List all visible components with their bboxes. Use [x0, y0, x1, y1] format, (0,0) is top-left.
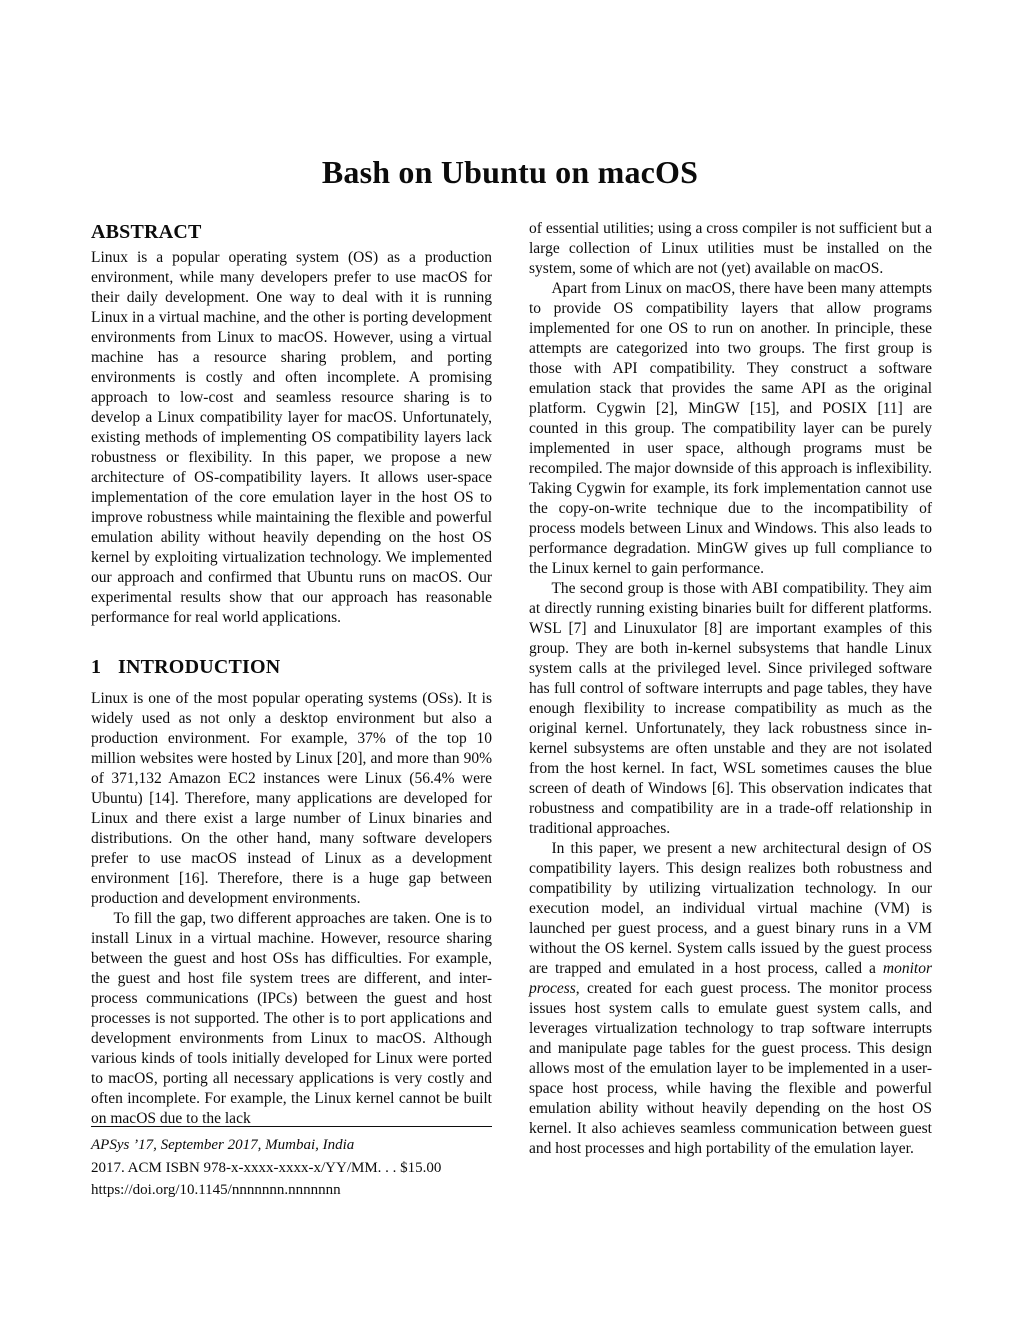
left-column	[91, 219, 492, 1129]
section-number: 1	[91, 656, 102, 678]
section-heading-introduction	[91, 654, 492, 680]
right-paragraph-3: The second group is those with ABI compatibility. They aim at directly running existing binaries built for different platforms. WSL [7] and Linuxulator [8] are important examples of this group. They are both in-kernel subsystems that handle Linux system calls at the privileged level. Since privileged software has full control of software interrupts and page tables, they have enough flexibility to increase compatibility as much as the original kernel. Unfortunately, they lack robustness since in-kernel subsystems are often unstable and they are not isolated from the host kernel. In fact, WSL sometimes causes the blue screen of death of Windows [6]. This observation indicates that robustness and compatibility are in a trade-off relationship in traditional approaches.	[529, 580, 932, 837]
doi-link[interactable]: https://doi.org/10.1145/nnnnnnn.nnnnnnn	[91, 1182, 341, 1198]
right-paragraph-4	[529, 839, 932, 1159]
abstract-body: Linux is a popular operating system (OS) as a production environment, while many developers prefer to use macOS for their daily development. One way to deal with it is running Linux in a virtual machine, and the other is porting development environments from Linux to macOS. However, using a virtual machine has a resource sharing problem, and porting environments is costly and often incomplete. A promising approach to low-cost and seamless resource sharing is to develop a Linux compatibility layer for macOS. Unfortunately, existing methods of implementing OS compatibility layers lack robustness or flexibility. In this paper, we propose a new architecture of OS-compatibility layers. It allows user-space implementation of the core emulation layer in the host OS to improve robustness while maintaining the flexible and powerful emulation ability without heavily depending on the host OS kernel by exploiting virtualization technology. We implemented our approach and confirmed that Ubuntu runs on macOS. Our experimental results show that our approach has reasonable performance for real world applications.	[91, 249, 492, 626]
monitor-process-term: monitor process	[529, 960, 932, 997]
right-column	[529, 219, 932, 1159]
right-paragraph-1: of essential utilities; using a cross compiler is not sufficient but a large collection of Linux utilities must be installed on the system, some of which are not (yet) available on macOS.	[529, 220, 932, 277]
section-title: INTRODUCTION	[118, 656, 281, 678]
abstract-heading: ABSTRACT	[91, 221, 202, 243]
isbn-price-line: 2017. ACM ISBN 978-x-xxxx-xxxx-x/YY/MM. . . $15.00	[91, 1159, 442, 1176]
right-paragraph-2: Apart from Linux on macOS, there have been many attempts to provide OS compatibility layers that allow programs implemented for one OS to run on another. In principle, these attempts are categorized into two groups. The first group is those with API compatibility. They construct a software emulation stack that provides the same API as the original platform. Cygwin [2], MinGW [15], and POSIX [11] are counted in this group. The compatibility layer can be purely implemented in user space, although programs must be recompiled. The major downside of this approach is inflexibility. Taking Cygwin for example, its fork implementation cannot use the copy-on-write technique due to the incompatibility of process models between Linux and Windows. This also leads to performance degradation. MinGW gives up full compliance to the Linux kernel to gain performance.	[529, 280, 932, 577]
intro-paragraph-1: Linux is one of the most popular operating systems (OSs). It is widely used as not only a desktop environment but also a production environment. For example, 37% of the top 10 million websites were hosted by Linux [20], and more than 90% of 371,132 Amazon EC2 instances were Linux (56.4% were Ubuntu) [14]. Therefore, many applications are developed for Linux and there exist a large number of Linux binaries and distributions. On the other hand, many software developers prefer to use macOS instead of Linux as a development environment [16]. Therefore, there is a huge gap between production and development environments.	[91, 690, 492, 907]
right-paragraph-4-before: In this paper, we present a new architectural design of OS compatibility layers. This design realizes both robustness and compatibility by utilizing virtualization technology. In our execution model, an individual virtual machine (VM) is launched per guest process, and a guest binary runs in a VM without the OS kernel. System calls issued by the guest process are trapped and emulated in a host process, called a	[529, 840, 932, 977]
paper-title: Bash on Ubuntu on macOS	[321, 154, 699, 191]
copyright-footnote	[91, 1126, 492, 1202]
right-paragraph-4-after: , created for each guest process. The monitor process issues host system calls to emulate guest system calls, and leverages virtualization technology to trap software interrupts and manipulate page tables for the guest process. This design allows most of the emulation layer to be implemented in a user-space host process, while having the flexible and powerful emulation ability without heavily depending on the host OS kernel. It also achieves seamless communication between guest and host processes and high portability of the emulation layer.	[529, 980, 932, 1157]
conference-venue-line: APSys ’17, September 2017, Mumbai, India	[91, 1137, 355, 1153]
intro-paragraph-2: To fill the gap, two different approaches are taken. One is to install Linux in a virtual machine. However, resource sharing between the guest and host OSs has difficulties. For example, the guest and host file system trees are different, and inter-process communications (IPCs) between the guest and host processes is not supported. The other is to port applications and development environments from Linux to macOS. Although various kinds of tools initially developed for Linux were ported to macOS, porting all necessary applications is very costly and often incomplete. For example, the Linux kernel cannot be built on macOS due to the lack	[91, 910, 492, 1127]
